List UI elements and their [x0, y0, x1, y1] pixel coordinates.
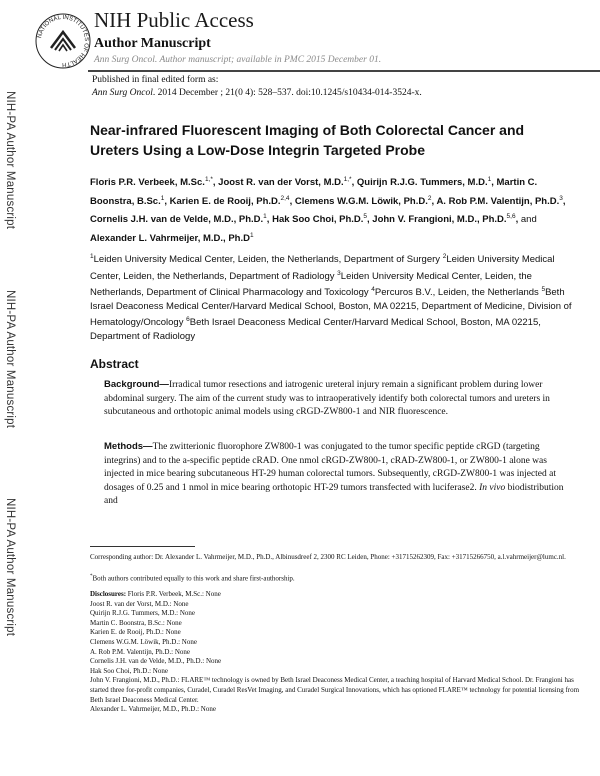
nih-seal-logo	[34, 12, 92, 70]
disclosures-label: Disclosures:	[90, 590, 127, 598]
author-sup: 1,*	[343, 176, 352, 183]
nih-public-access-title: NIH Public Access	[94, 8, 254, 32]
availability-note: Ann Surg Oncol. Author manuscript; available in PMC 2015 December 01.	[94, 55, 382, 65]
methods-text: The zwitterionic fluorophore ZW800-1 was conjugated to the tumor specific peptide cRGD (targeting integrins) and to the a-specific peptide cRAD. One nmol cRGD-ZW800-1, cRAD-ZW800-1, or ZW800-1 alone was injected in mice bearing subcutaneous HT-29 human colorectal tumors. Subsequently, cRGD-ZW800-1 was injected at dosages of 0.25 and 1 nmol in mice bearing orthotopic HT-29 tumors transfected with luciferase2.	[104, 442, 557, 493]
author-sup: 1,*	[204, 176, 213, 183]
background-text: Irradical tumor resections and iatrogenic ureteral injury remain a significant problem during lower abdominal surgery. The aim of the current study was to intraoperatively identify both colorectal tumors and ureters in subcutaneous and orthotopic animal models using cRGD-ZW800-1 and NIR fluorescence.	[104, 380, 550, 417]
author: Martin C. Boonstra, B.Sc.	[90, 177, 538, 207]
published-label: Published in final edited form as:	[92, 75, 219, 85]
disclosure-line: Martin C. Boonstra, B.Sc.: None	[90, 618, 182, 627]
methods-tail: biodistribution and	[104, 482, 564, 506]
citation-journal: Ann Surg Oncol	[92, 88, 153, 98]
disclosure-line: Clemens W.G.M. Löwik, Ph.D.: None	[90, 637, 197, 646]
disclosure-line: Quirijn R.J.G. Tummers, M.D.: None	[90, 609, 196, 618]
author-sup: 1	[487, 176, 492, 183]
methods-italic: In vivo	[479, 482, 506, 493]
author-sup: 5,6	[506, 213, 516, 221]
affiliations: $^1$Leiden University Medical Center, Leiden, the Netherlands, Department of Surgery $^2$Leiden University Medical Center, Leiden, the Netherlands, Department of Radiology $^3$Leiden University Medical Center, Leiden, the Netherlands, Department of Clinical Pharmacology and Toxicology $^4$Percuros B.V., Leiden, the Netherlands $^5$Beth Israel Deaconess Medical Center/Harvard Medical School, Boston, MA 02215, Department of Medicine, Division of Hematology/Oncology $^6$Beth Israel Deaconess Medical Center/Harvard Medical School, Boston, MA 02215, Department of Radiology	[90, 253, 572, 343]
disclosure-line: A. Rob P.M. Valentijn, Ph.D.: None	[90, 647, 191, 656]
disclosure-line: Cornelis J.H. van de Velde, M.D., Ph.D.: None	[90, 657, 222, 666]
affiliation: Beth Israel Deaconess Medical Center/Harvard Medical School, Boston, MA 02215, Department of Medicine, Division of Hematology/Oncology	[90, 287, 572, 329]
article-title: Near-infrared Fluorescent Imaging of Both Colorectal Cancer and Ureters Using a Low-Dose Integrin Targeted Probe	[90, 122, 525, 158]
disclosure-frangioni: John V. Frangioni, M.D., Ph.D.: FLARE™ technology is owned by Beth Israel Deaconess Medical Center, a teaching hospital of Harvard Medical School. Dr. Frangioni has started three for-profit companies, Curadel, Curadel ResVet Imaging, and Curadel Surgical Innovations, which has optioned FLARE™ technology for potential licensing from Beth Israel Deaconess Medical Center.	[90, 676, 580, 704]
author-sup: 3	[559, 194, 563, 202]
author-list: Floris P.R. Verbeek, M.Sc.$^{1,*}$, Joost R. van der Vorst, M.D.$^{1,*}$, Quirijn R.J.G. Tummers, M.D.$^1$, Martin C. Boonstra, B.Sc.$^1$, Karien E. de Rooij, Ph.D.$^{2,4}$, Clemens W.G.M. Löwik, Ph.D.$^2$, A. Rob P.M. Valentijn, Ph.D.$^3$, Cornelis J.H. van de Velde, M.D., Ph.D.$^1$, Hak Soo Choi, Ph.D.$^5$, John V. Frangioni, M.D., Ph.D.$^{5,6}$, and Alexander L. Vahrmeijer, M.D., $Ph.D^1$	[90, 176, 566, 245]
author-manuscript-subtitle: Author Manuscript	[94, 36, 211, 51]
author: Alexander L. Vahrmeijer, M.D., Ph.D	[90, 233, 250, 245]
side-label-top: NIH-PA Author Manuscript	[4, 91, 16, 230]
disclosure-line: Hak Soo Choi, Ph.D.: None	[90, 666, 168, 675]
methods-label: Methods—	[104, 441, 153, 452]
affiliation: Leiden University Medical Center, Leiden, the Netherlands, Department of Surgery	[93, 254, 441, 266]
authors-and: and	[520, 214, 537, 226]
author: Clemens W.G.M. Löwik, Ph.D.	[294, 195, 428, 207]
affiliation: Beth Israel Deaconess Medical Center/Harvard Medical School, Boston, MA 02215, Department of Radiology	[90, 317, 541, 343]
author: Cornelis J.H. van de Velde, M.D., Ph.D.	[90, 214, 264, 226]
affiliation: Leiden University Medical Center, Leiden, the Netherlands, Department of Radiology	[90, 254, 555, 282]
author-sup: 2,4	[280, 194, 290, 202]
corresponding-author-note: Corresponding author: Dr. Alexander L. Vahrmeijer, M.D., Ph.D., Albinusdreef 2, 2300 RC Leiden, Phone: +31715262309, Fax: +31715266750, a.l.vahrmeijer@lumc.nl.	[90, 553, 566, 561]
side-label-middle: NIH-PA Author Manuscript	[4, 290, 16, 429]
author-sup: 2	[427, 194, 432, 202]
author: Quirijn R.J.G. Tummers, M.D.	[356, 177, 488, 189]
author: Karien E. de Rooij, Ph.D.	[169, 195, 281, 207]
disclosure-line: Joost R. van der Vorst, M.D.: None	[90, 599, 189, 608]
disclosure-line: Karien E. de Rooij, Ph.D.: None	[90, 628, 181, 637]
disclosure-line: Alexander L. Vahrmeijer, M.D., Ph.D.: None	[90, 705, 216, 714]
equal-contribution-note: *Both authors contributed equally to this work and share first-authorship.	[90, 574, 295, 583]
author: Joost R. van der Vorst, M.D.	[218, 177, 344, 189]
citation	[92, 88, 422, 98]
header-divider	[88, 70, 600, 72]
svg-text:NATIONAL INSTITUTES OF HEALTH	[37, 15, 89, 67]
citation-details: . 2014 December ; 21(0 4): 528–537. doi:10.1245/s10434-014-3524-x.	[152, 88, 422, 98]
affiliation: Percuros B.V., Leiden, the Netherlands	[374, 287, 539, 299]
author-sup: 1	[160, 194, 165, 202]
footnote-divider	[90, 546, 195, 547]
author: Hak Soo Choi, Ph.D.	[272, 214, 364, 226]
affiliation: Leiden University Medical Center, Leiden, the Netherlands, Department of Clinical Pharmacology and Toxicology	[90, 270, 532, 299]
author-sup: 1	[249, 231, 254, 239]
abstract-background	[104, 378, 569, 420]
disclosure-line: Disclosures: Floris P.R. Verbeek, M.Sc.: None	[90, 590, 221, 598]
author: A. Rob P.M. Valentijn, Ph.D.	[436, 195, 560, 207]
abstract-methods	[104, 440, 569, 509]
author: John V. Frangioni, M.D., Ph.D.	[372, 214, 507, 226]
disclosures	[90, 590, 580, 715]
author-sup: 1	[263, 213, 267, 221]
side-label-bottom: NIH-PA Author Manuscript	[4, 498, 16, 637]
abstract-heading: Abstract	[90, 357, 139, 371]
author: Floris P.R. Verbeek, M.Sc.	[90, 177, 205, 189]
background-label: Background—	[104, 379, 169, 390]
logo-ring-text: NATIONAL INSTITUTES OF HEALTH	[37, 14, 90, 68]
author-sup: 5	[363, 213, 368, 221]
